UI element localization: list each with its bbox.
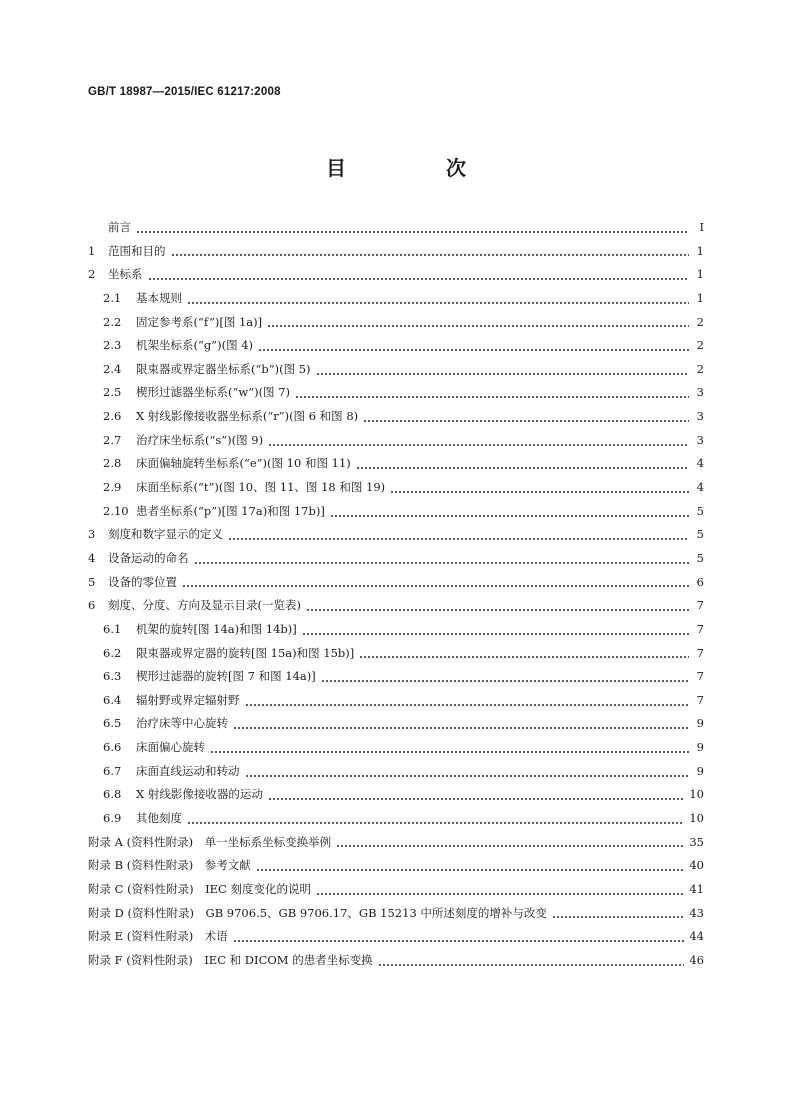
toc-entry-number: 6.8 (103, 787, 122, 802)
toc-entry-page: 5 (696, 527, 704, 542)
toc-entry-label: 限束器或界定器的旋转[图 15a)和图 15b)] (136, 645, 355, 660)
toc-leader-dots (256, 861, 685, 873)
toc-leader-dots (316, 365, 689, 377)
toc-entry-label: 设备的零位置 (108, 574, 177, 589)
toc-entry-label: 其他刻度 (136, 811, 182, 826)
toc-entry-label: 刻度、分度、方向及显示目录(一览表) (108, 598, 301, 613)
toc-entry-page: 9 (696, 763, 704, 778)
toc-entry-number: 2 (88, 267, 96, 282)
toc-entry-page: 2 (696, 314, 704, 329)
toc-entry-number: 2.8 (103, 456, 122, 471)
toc-entry-page: 43 (689, 905, 704, 920)
toc-entry[interactable] (88, 216, 704, 240)
toc-entry[interactable] (88, 571, 704, 595)
toc-entry[interactable] (88, 429, 704, 453)
toc-entry[interactable] (88, 476, 704, 500)
toc-entry-label: 机架的旋转[图 14a)和图 14b)] (136, 621, 297, 636)
toc-leader-dots (302, 625, 689, 637)
toc-entry[interactable] (88, 831, 704, 855)
toc-entry-label: 附录 D (资料性附录) GB 9706.5、GB 9706.17、GB 15213 中所述刻度的增补与改变 (88, 905, 547, 920)
toc-entry-page: 3 (696, 385, 704, 400)
toc-entry-number: 3 (88, 527, 96, 542)
toc-leader-dots (378, 956, 685, 968)
toc-leader-dots (233, 719, 689, 731)
toc-entry[interactable] (88, 240, 704, 264)
toc-entry-label: 前言 (108, 220, 131, 234)
toc-entry[interactable] (88, 547, 704, 571)
toc-leader-dots (268, 436, 689, 448)
toc-entry-label: 床面偏心旋转 (136, 740, 205, 755)
toc-entry-page: 7 (696, 598, 704, 613)
toc-entry-label: 附录 F (资料性附录) IEC 和 DICOM 的患者坐标变换 (88, 952, 373, 967)
toc-entry-page: 35 (689, 834, 704, 849)
toc-entry[interactable] (88, 783, 704, 807)
toc-entry-number: 2.5 (103, 385, 122, 400)
toc-entry-number: 6.2 (103, 645, 122, 660)
toc-entry-page: 41 (689, 881, 704, 896)
toc-entry[interactable] (88, 405, 704, 429)
toc-entry[interactable] (88, 500, 704, 524)
toc-entry-page: 5 (696, 550, 704, 565)
toc-entry-label: 患者坐标系(“p”)[图 17a)和图 17b)] (136, 503, 325, 518)
toc-entry-number: 6.4 (103, 692, 122, 707)
toc-leader-dots (136, 223, 689, 235)
toc-leader-dots (245, 696, 690, 708)
toc-entry-page: 7 (696, 621, 704, 636)
toc-leader-dots (194, 554, 690, 566)
toc-entry-number: 2.4 (103, 361, 122, 376)
toc-leader-dots (295, 388, 689, 400)
toc-entry-number: 2.9 (103, 480, 122, 495)
toc-entry-label: 床面直线运动和转动 (136, 763, 240, 778)
toc-entry-page: 10 (689, 811, 704, 826)
toc-entry-number: 2.7 (103, 432, 122, 447)
toc-entry[interactable] (88, 311, 704, 335)
toc-entry-page: 1 (696, 243, 704, 258)
toc-entry[interactable] (88, 736, 704, 760)
toc-leader-dots (187, 294, 689, 306)
toc-entry[interactable] (88, 642, 704, 666)
toc-leader-dots (390, 483, 689, 495)
toc-leader-dots (363, 412, 689, 424)
toc-leader-dots (316, 885, 684, 897)
toc-leader-dots (171, 246, 690, 258)
toc-entry[interactable] (88, 689, 704, 713)
toc-entry-page: 9 (696, 740, 704, 755)
toc-entry-page: 10 (689, 787, 704, 802)
toc-entry[interactable] (88, 949, 704, 973)
toc-entry-page: 7 (696, 669, 704, 684)
toc-entry[interactable] (88, 334, 704, 358)
toc-entry[interactable] (88, 902, 704, 926)
toc-leader-dots (321, 672, 689, 684)
toc-leader-dots (330, 507, 689, 519)
page-title: 目 次 (326, 156, 506, 180)
toc-entry-page: 4 (696, 456, 704, 471)
toc-entry-page: 6 (696, 574, 704, 589)
toc-entry-number: 2.3 (103, 338, 122, 353)
toc-entry[interactable] (88, 523, 704, 547)
toc-entry[interactable] (88, 665, 704, 689)
toc-leader-dots (182, 577, 689, 589)
toc-leader-dots (148, 270, 690, 282)
toc-entry-label: 床面坐标系(“t”)(图 10、图 11、图 18 和图 19) (136, 480, 386, 495)
toc-entry-number: 6.1 (103, 621, 122, 636)
toc-entry-label: 附录 C (资料性附录) IEC 刻度变化的说明 (88, 881, 311, 896)
toc-entry-page: 7 (696, 692, 704, 707)
toc-entry[interactable] (88, 925, 704, 949)
toc-entry-number: 2.10 (103, 503, 129, 518)
toc-entry-label: 床面偏轴旋转坐标系(“e”)(图 10 和图 11) (136, 456, 351, 471)
toc-entry-label: 治疗床坐标系(“s”)(图 9) (136, 432, 264, 447)
toc-entry-label: X 射线影像接收器坐标系(“r”)(图 6 和图 8) (136, 409, 359, 424)
toc-entry-label: 机架坐标系(“g”)(图 4) (136, 338, 254, 353)
toc-entry-label: X 射线影像接收器的运动 (136, 787, 263, 802)
toc-entry-label: 楔形过滤器的旋转[图 7 和图 14a)] (136, 669, 316, 684)
toc-leader-dots (552, 908, 684, 920)
toc-entry-label: 附录 A (资料性附录) 单一坐标系坐标变换举例 (88, 834, 332, 849)
toc-entry[interactable] (88, 878, 704, 902)
toc-entry[interactable] (88, 287, 704, 311)
toc-entry-page: 2 (696, 361, 704, 376)
toc-entry-page: 2 (696, 338, 704, 353)
toc-leader-dots (210, 743, 689, 755)
toc-entry[interactable] (88, 594, 704, 618)
toc-entry-number: 6.9 (103, 811, 122, 826)
toc-entry-label: 坐标系 (108, 267, 143, 282)
toc-entry-label: 附录 E (资料性附录) 术语 (88, 929, 228, 944)
toc-leader-dots (233, 932, 685, 944)
toc-entry-page: 5 (696, 503, 704, 518)
toc-entry-label: 固定参考系(“f”)[图 1a)] (136, 314, 263, 329)
toc-entry-number: 6.7 (103, 763, 122, 778)
toc-leader-dots (187, 814, 684, 826)
toc-leader-dots (258, 341, 689, 353)
table-of-contents (88, 216, 704, 973)
toc-leader-dots (245, 767, 690, 779)
toc-entry-number: 6.3 (103, 669, 122, 684)
toc-entry-number: 6.5 (103, 716, 122, 731)
toc-entry[interactable] (88, 712, 704, 736)
toc-entry-label: 范围和目的 (108, 243, 166, 258)
toc-entry-page: 3 (696, 409, 704, 424)
toc-entry-page: 7 (696, 645, 704, 660)
toc-entry[interactable] (88, 452, 704, 476)
toc-entry[interactable] (88, 760, 704, 784)
toc-entry-page: 44 (689, 929, 704, 944)
toc-entry[interactable] (88, 807, 704, 831)
toc-entry-page: 1 (696, 290, 704, 305)
toc-entry-label: 附录 B (资料性附录) 参考文献 (88, 858, 251, 873)
toc-entry-label: 刻度和数字显示的定义 (108, 527, 223, 542)
toc-leader-dots (268, 790, 685, 802)
toc-entry-page: 1 (696, 267, 704, 282)
toc-entry-page: 40 (689, 858, 704, 873)
toc-entry-label: 设备运动的命名 (108, 550, 189, 565)
toc-entry-page: Ⅰ (699, 220, 704, 234)
standard-code: GB/T 18987—2015/IEC 61217:2008 (88, 86, 281, 98)
toc-entry-number: 2.2 (103, 314, 122, 329)
toc-entry-label: 基本规则 (136, 290, 182, 305)
toc-entry-number: 2.1 (103, 290, 122, 305)
toc-entry-number: 2.6 (103, 409, 122, 424)
toc-entry-page: 4 (696, 480, 704, 495)
toc-entry[interactable] (88, 854, 704, 878)
toc-entry[interactable] (88, 263, 704, 287)
toc-entry-label: 治疗床等中心旋转 (136, 716, 228, 731)
toc-entry-page: 3 (696, 432, 704, 447)
toc-entry-label: 辐射野或界定辐射野 (136, 692, 240, 707)
toc-entry-number: 4 (88, 550, 96, 565)
toc-entry-page: 9 (696, 716, 704, 731)
toc-entry-number: 6.6 (103, 740, 122, 755)
toc-leader-dots (359, 648, 689, 660)
toc-leader-dots (228, 530, 689, 542)
toc-leader-dots (356, 459, 689, 471)
toc-entry[interactable] (88, 618, 704, 642)
toc-entry-page: 46 (689, 952, 704, 967)
toc-entry-number: 6 (88, 598, 96, 613)
toc-entry-label: 限束器或界定器坐标系(“b”)(图 5) (136, 361, 311, 376)
toc-leader-dots (336, 837, 684, 849)
toc-leader-dots (267, 317, 689, 329)
toc-entry-label: 楔形过滤器坐标系(“w”)(图 7) (136, 385, 291, 400)
toc-leader-dots (306, 601, 689, 613)
toc-entry-number: 1 (88, 243, 96, 258)
toc-entry[interactable] (88, 358, 704, 382)
toc-entry[interactable] (88, 381, 704, 405)
toc-entry-number: 5 (88, 574, 96, 589)
